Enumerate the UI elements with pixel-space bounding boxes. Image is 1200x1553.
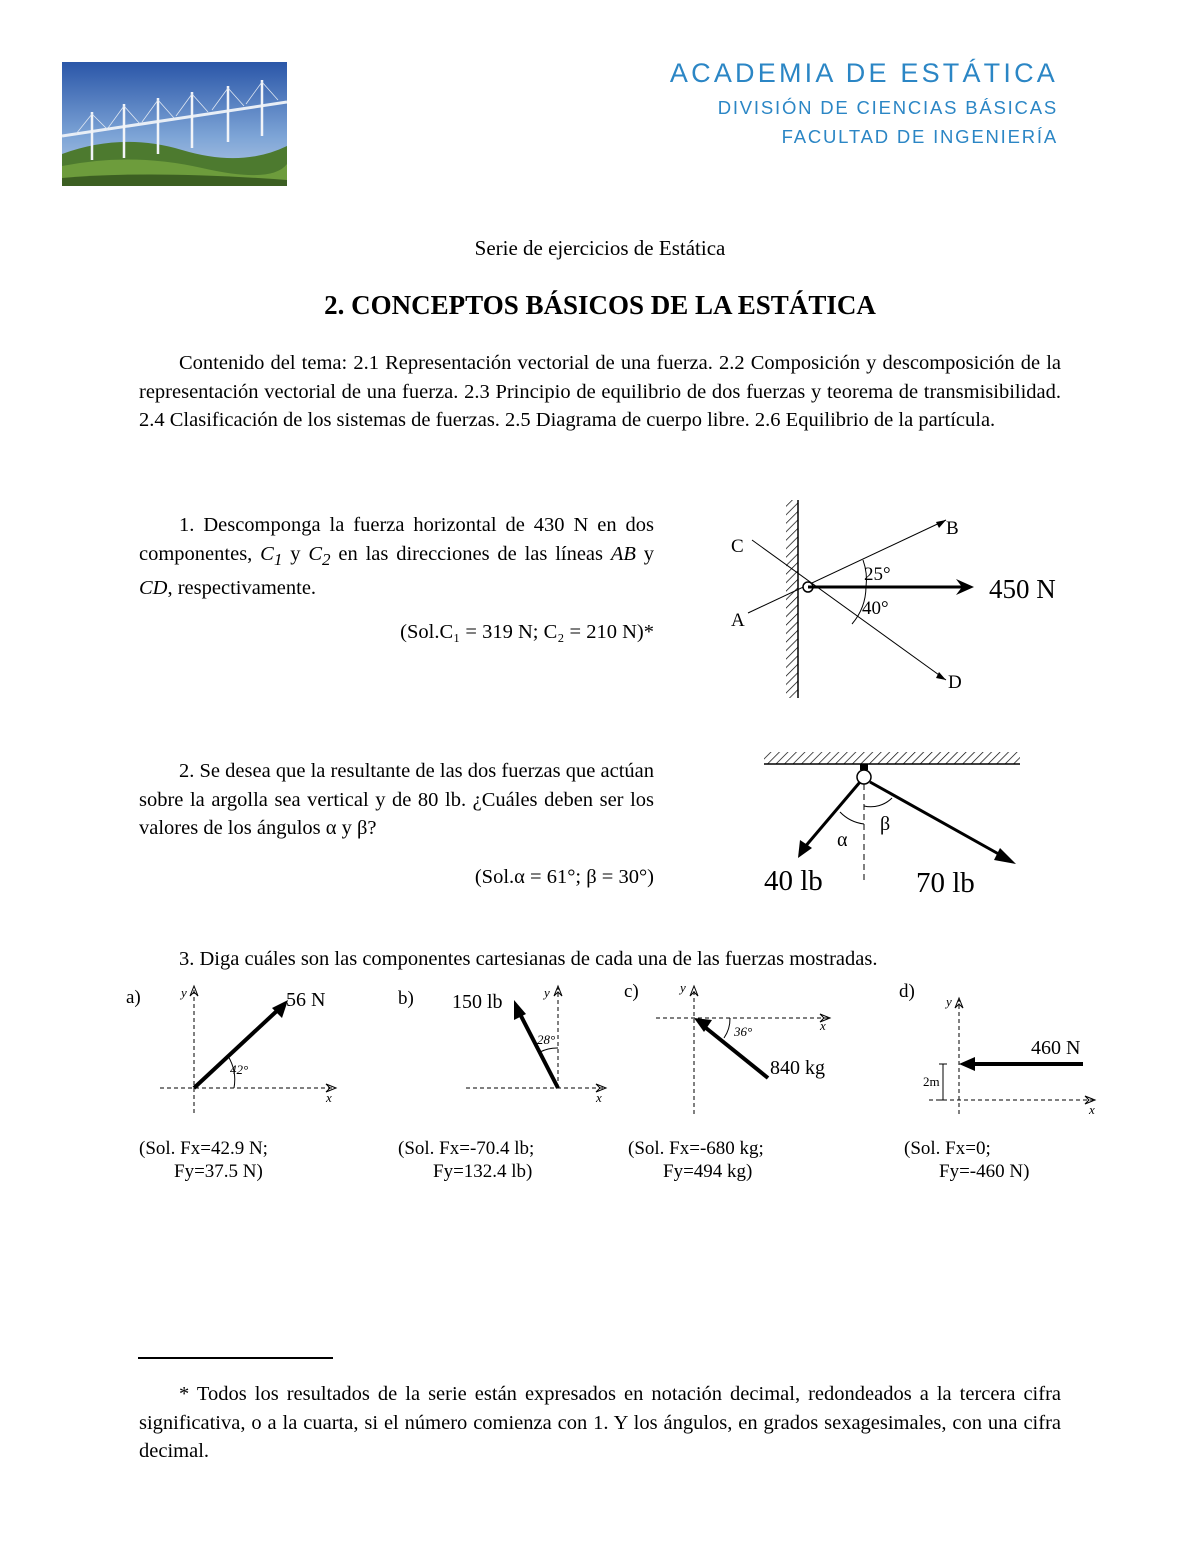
part-a-answer: (Sol. Fx=42.9 N; Fy=37.5 N)	[139, 1138, 268, 1182]
force-40-label: 40 lb	[764, 865, 823, 897]
line-ab	[748, 520, 946, 613]
page-title: 2. CONCEPTOS BÁSICOS DE LA ESTÁTICA	[324, 290, 876, 320]
label-d: D	[948, 672, 962, 693]
label-a: A	[731, 610, 745, 631]
part-c-figure	[650, 978, 850, 1118]
label-c: C	[731, 536, 744, 557]
beta-label: β	[880, 813, 891, 835]
problem-1-text: 1. Descomponga la fuerza horizontal de 430 N en dos componentes, $C_1$ y $C_2$ en las direcciones de las líneas AB y CD, respectivamente.	[139, 514, 654, 600]
problem-1-figure	[700, 490, 1100, 710]
angle-c-label: 36°	[734, 1024, 753, 1039]
part-b-label: b)	[398, 988, 414, 1009]
ceiling-hatch	[764, 752, 1020, 764]
series-subtitle: Serie de ejercicios de Estática	[474, 236, 726, 260]
axis-y-label: y	[181, 985, 187, 1000]
header-division: DIVISIÓN DE CIENCIAS BÁSICAS	[717, 97, 1058, 118]
alpha-label: α	[837, 829, 848, 851]
angle-40-label: 40°	[862, 598, 889, 619]
force-c-label: 840 kg	[770, 1057, 825, 1079]
force-d-label: 460 N	[1031, 1037, 1081, 1059]
axis-y-label: y	[544, 985, 550, 1000]
angle-25-label: 25°	[864, 564, 891, 585]
header-faculty: FACULTAD DE INGENIERÍA	[781, 126, 1058, 147]
footnote: * Todos los resultados de la serie están expresados en notación decimal, redondeados a la tercera cifra significativa, o a la cuarta, si el número comienza con 1. Y los ángulos, en grados sexagesimales, con una cifra decimal.	[139, 1383, 1061, 1462]
force-450-label: 450 N	[989, 574, 1056, 604]
label-b: B	[946, 518, 959, 539]
force-40-arrow	[804, 782, 860, 848]
problem-2-figure	[740, 740, 1040, 910]
part-b-figure	[440, 978, 620, 1118]
axis-y-label: y	[680, 980, 686, 995]
force-70-label: 70 lb	[916, 867, 975, 899]
part-c-label: c)	[624, 981, 639, 1002]
problem-3-text: 3. Diga cuáles son las componentes cartesianas de cada una de las fuerzas mostradas.	[179, 948, 878, 970]
part-a-figure	[150, 978, 350, 1118]
axis-x-label: x	[820, 1018, 826, 1033]
content-paragraph: Contenido del tema: 2.1 Representación vectorial de una fuerza. 2.2 Composición y descomposición de la representación vectorial de una fuerza. 2.3 Principio de equilibrio de dos fuerzas y teorema de transmisibilidad. 2.4 Clasificación de los sistemas de fuerzas. 2.5 Diagrama de cuerpo libre. 2.6 Equilibrio de la partícula.	[139, 352, 1061, 431]
axis-x-label: x	[1089, 1102, 1095, 1117]
problem-2-solution: (Sol.α = 61°; β = 30°)	[474, 866, 654, 888]
part-d-label: d)	[899, 981, 915, 1002]
angle-b-label: 28°	[537, 1032, 556, 1047]
part-d-answer: (Sol. Fx=0; Fy=-460 N)	[904, 1138, 1030, 1182]
line-cd	[752, 540, 946, 680]
problem-2-text: 2. Se desea que la resultante de las dos fuerzas que actúan sobre la argolla sea vertical y de 80 lb. ¿Cuáles deben ser los valores de los ángulos α y β?	[139, 760, 654, 839]
force-a-label: 56 N	[286, 989, 326, 1011]
problem-1-solution: (Sol.C₁ = 319 N; C₂ = 210 N)*	[400, 621, 654, 643]
bridge-logo-image	[62, 62, 287, 186]
force-arrow-d	[959, 1057, 975, 1071]
part-b-answer: (Sol. Fx=-70.4 lb; Fy=132.4 lb)	[398, 1138, 535, 1182]
axis-x-label: x	[326, 1090, 332, 1105]
angle-a-label: 42°	[230, 1062, 249, 1077]
header-academy: ACADEMIA DE ESTÁTICA	[669, 58, 1058, 88]
distance-label: 2m	[923, 1074, 940, 1089]
axis-x-label: x	[596, 1090, 602, 1105]
force-arrow-b	[514, 1000, 526, 1020]
part-a-label: a)	[126, 987, 141, 1008]
footnote-separator	[138, 1357, 333, 1359]
force-b-label: 150 lb	[452, 991, 503, 1013]
wall-hatch	[786, 500, 798, 698]
part-c-answer: (Sol. Fx=-680 kg; Fy=494 kg)	[628, 1138, 764, 1182]
part-d-figure	[915, 978, 1115, 1118]
axis-y-label: y	[946, 994, 952, 1009]
